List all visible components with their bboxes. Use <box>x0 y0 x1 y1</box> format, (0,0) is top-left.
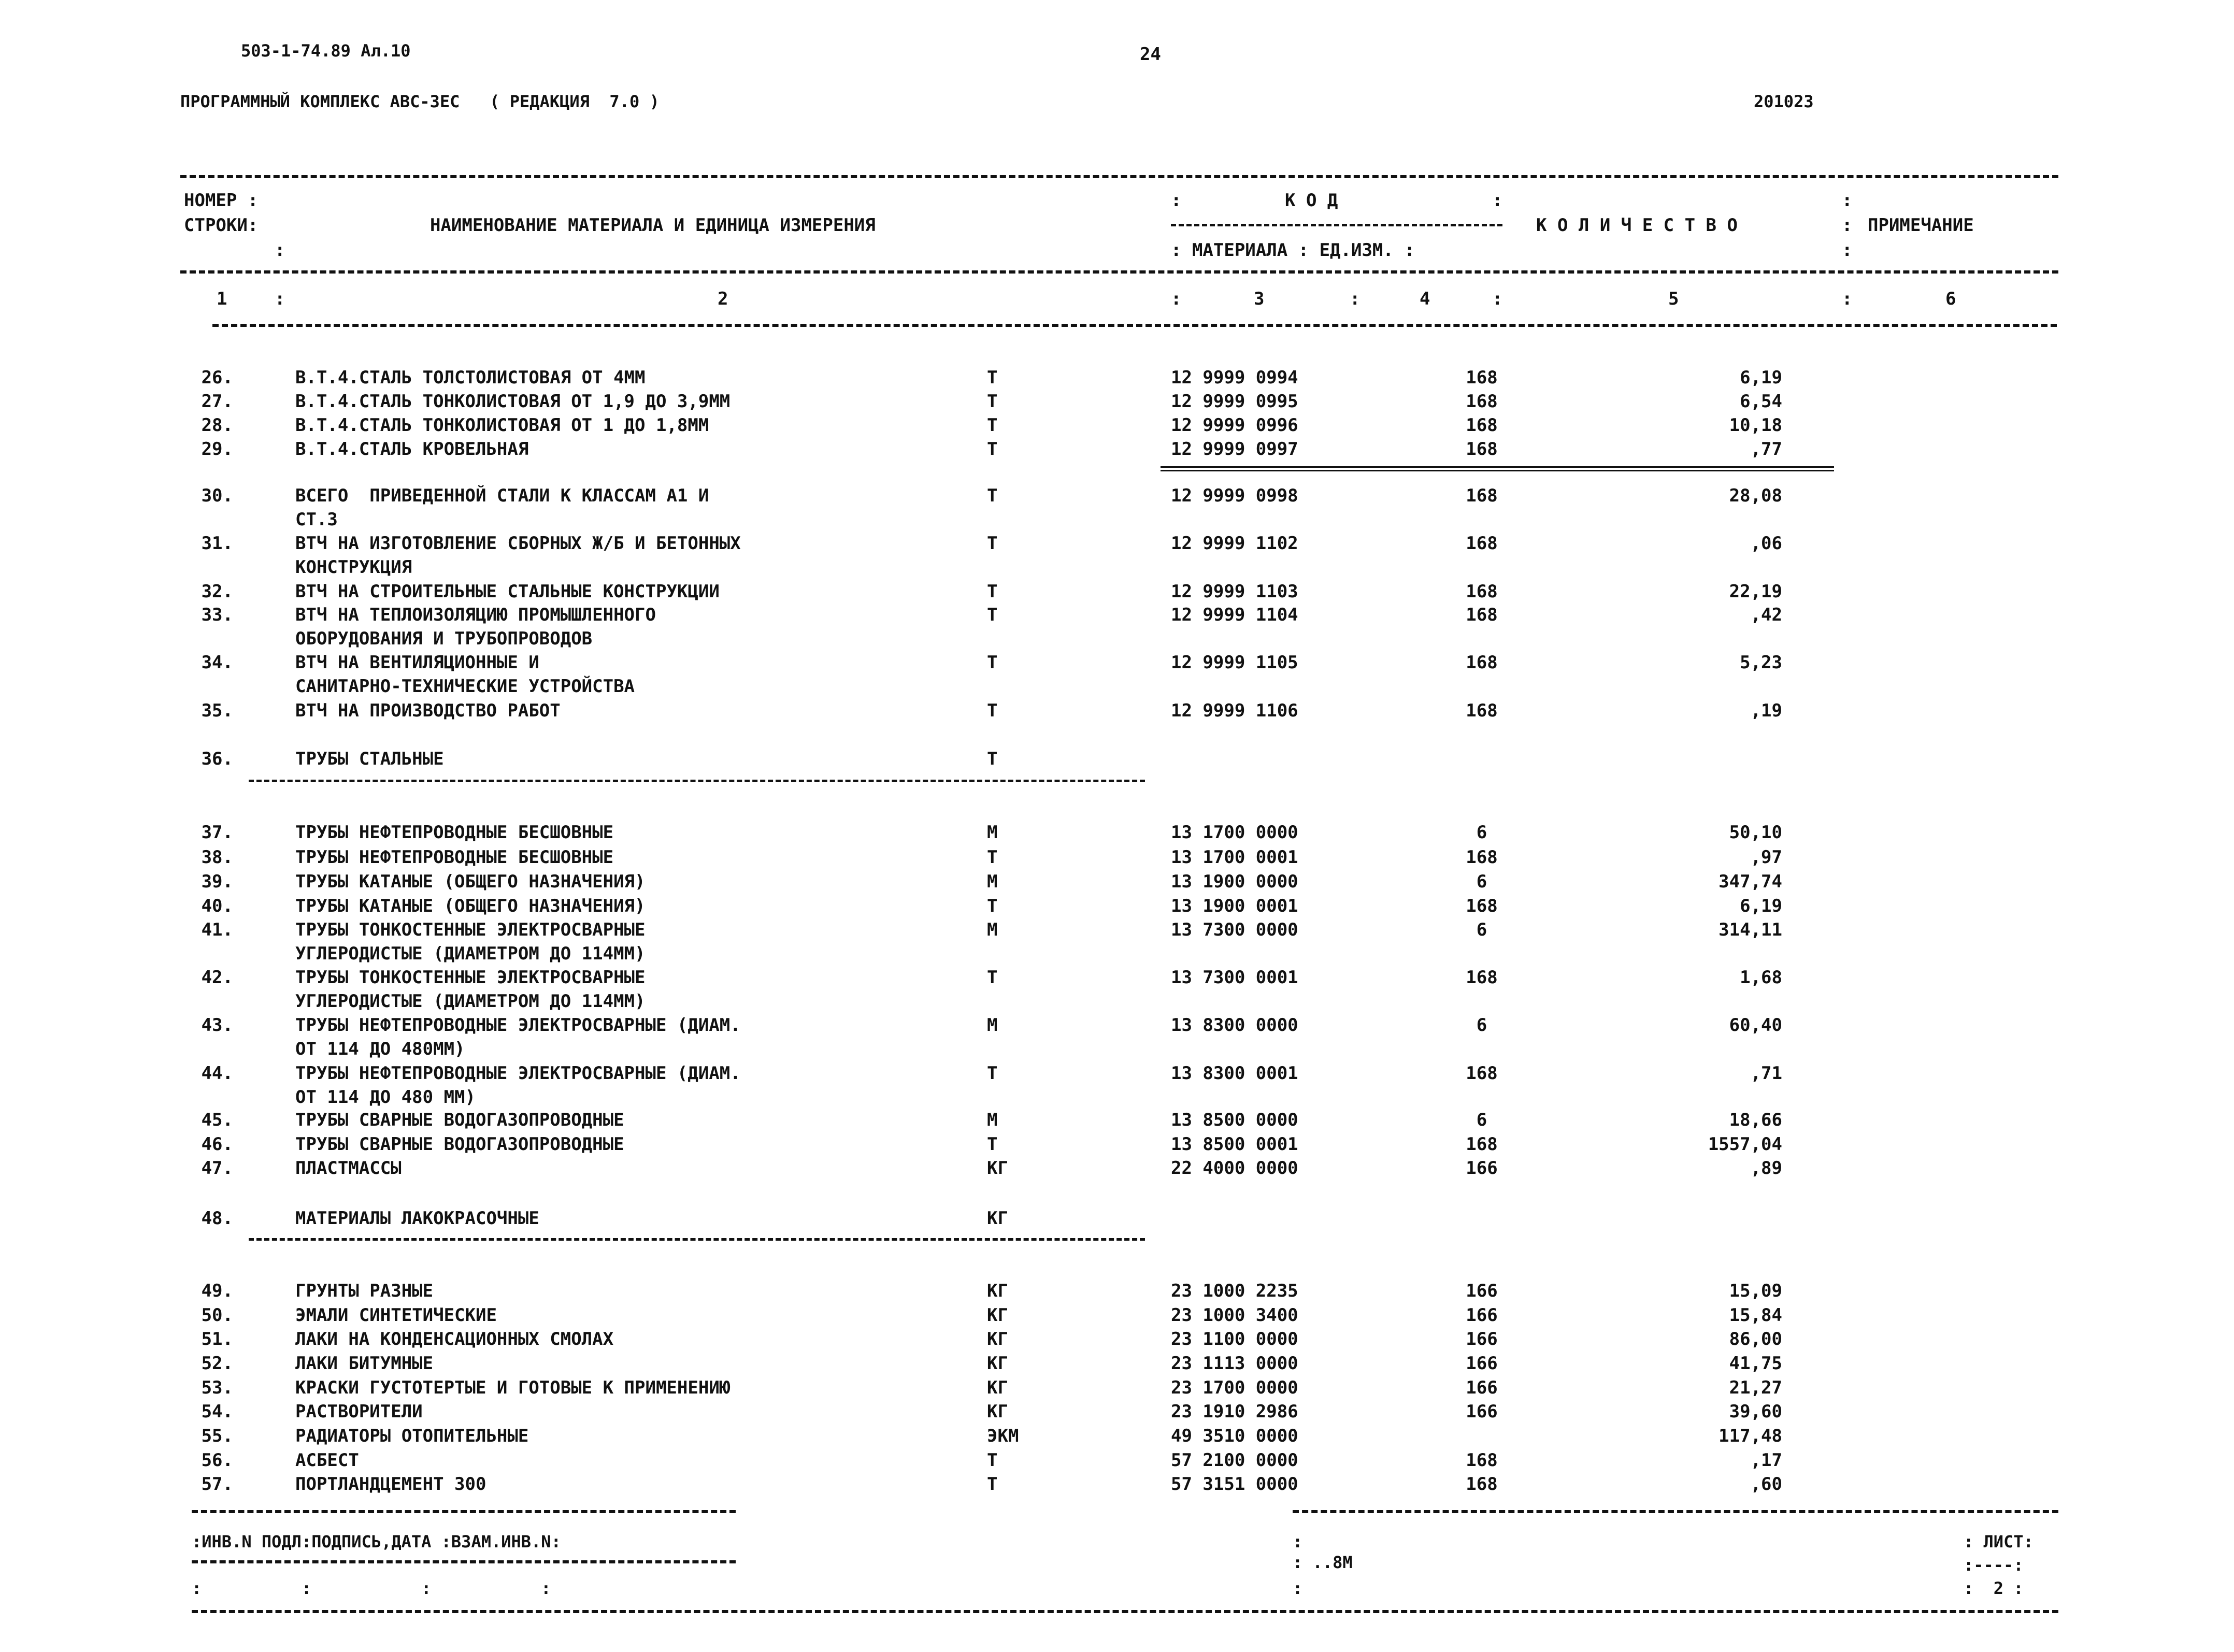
material-name: ТРУБЫ КАТАНЫЕ (ОБЩЕГО НАЗНАЧЕНИЯ) <box>295 871 646 892</box>
material-name: ПОРТЛАНДЦЕМЕНТ 300 <box>295 1474 486 1495</box>
unit-of-measure: М <box>987 1015 998 1036</box>
material-code: 12 9999 1106 <box>1171 700 1298 721</box>
unit-of-measure: М <box>987 822 998 843</box>
quantity: 18,66 <box>1729 1110 1782 1130</box>
quantity: 6,19 <box>1740 367 1782 388</box>
unit-code: 166 <box>1466 1377 1498 1398</box>
material-name: РАДИАТОРЫ ОТОПИТЕЛЬНЫЕ <box>295 1426 529 1446</box>
footer-sheet-colon-a: : <box>1293 1532 1303 1552</box>
unit-code: 168 <box>1466 1063 1498 1084</box>
material-code: 12 9999 1103 <box>1171 581 1298 602</box>
quantity: 39,60 <box>1729 1401 1782 1422</box>
unit-code: 166 <box>1466 1158 1498 1179</box>
unit-code: 168 <box>1466 485 1498 506</box>
unit-code: 166 <box>1466 1401 1498 1422</box>
material-name: ТРУБЫ НЕФТЕПРОВОДНЫЕ БЕСШОВНЫЕ <box>295 822 614 843</box>
material-name-continued: УГЛЕРОДИСТЫЕ (ДИАМЕТРОМ ДО 114ММ) <box>295 991 646 1012</box>
quantity: 347,74 <box>1719 871 1782 892</box>
quantity: ,89 <box>1750 1158 1782 1179</box>
header-note-colon-3: : <box>1842 240 1853 261</box>
footer-sheet-mark: : ..8М <box>1293 1553 1353 1572</box>
row-number: 55. <box>201 1426 233 1446</box>
unit-code: 166 <box>1466 1329 1498 1349</box>
quantity: 15,84 <box>1729 1305 1782 1326</box>
footer-rule-left-top <box>192 1510 736 1513</box>
unit-of-measure: КГ <box>987 1208 1008 1229</box>
row-number: 51. <box>201 1329 233 1349</box>
row-number: 48. <box>201 1208 233 1229</box>
unit-code: 168 <box>1466 652 1498 673</box>
material-name: ЛАКИ НА КОНДЕНСАЦИОННЫХ СМОЛАХ <box>295 1329 614 1349</box>
material-name: ЛАКИ БИТУМНЫЕ <box>295 1353 434 1374</box>
material-code: 23 1100 0000 <box>1171 1329 1298 1349</box>
unit-code: 6 <box>1476 920 1487 940</box>
total-separator <box>1161 466 1834 471</box>
material-name: ТРУБЫ СВАРНЫЕ ВОДОГАЗОПРОВОДНЫЕ <box>295 1110 624 1130</box>
quantity: ,19 <box>1750 700 1782 721</box>
quantity: 28,08 <box>1729 485 1782 506</box>
material-name: ТРУБЫ СВАРНЫЕ ВОДОГАЗОПРОВОДНЫЕ <box>295 1134 624 1155</box>
unit-code: 6 <box>1476 871 1487 892</box>
material-name: ТРУБЫ НЕФТЕПРОВОДНЫЕ БЕСШОВНЫЕ <box>295 847 614 868</box>
material-code: 57 3151 0000 <box>1171 1474 1298 1495</box>
unit-of-measure: КГ <box>987 1353 1008 1374</box>
row-number: 36. <box>201 749 233 769</box>
footer-sheet-rule: :----: <box>1964 1555 2024 1575</box>
material-code: 13 8300 0000 <box>1171 1015 1298 1036</box>
material-name-continued: УГЛЕРОДИСТЫЕ (ДИАМЕТРОМ ДО 114ММ) <box>295 943 646 964</box>
material-name: В.Т.4.СТАЛЬ КРОВЕЛЬНАЯ <box>295 439 529 459</box>
section-rule-paints <box>249 1238 1145 1241</box>
material-name: ТРУБЫ ТОНКОСТЕННЫЕ ЭЛЕКТРОСВАРНЫЕ <box>295 967 646 988</box>
unit-of-measure: Т <box>987 652 998 673</box>
unit-of-measure: Т <box>987 581 998 602</box>
unit-of-measure: Т <box>987 415 998 436</box>
row-number: 26. <box>201 367 233 388</box>
quantity: 117,48 <box>1719 1426 1782 1446</box>
row-number: 42. <box>201 967 233 988</box>
col-number-1: 1 <box>217 289 227 309</box>
unit-code: 168 <box>1466 605 1498 625</box>
row-number: 50. <box>201 1305 233 1326</box>
quantity: 6,19 <box>1740 896 1782 916</box>
unit-of-measure: Т <box>987 391 998 412</box>
material-code: 23 1000 3400 <box>1171 1305 1298 1326</box>
unit-of-measure: Т <box>987 367 998 388</box>
unit-of-measure: Т <box>987 749 998 769</box>
material-code: 13 8300 0001 <box>1171 1063 1298 1084</box>
material-code: 12 9999 0996 <box>1171 415 1298 436</box>
row-number: 53. <box>201 1377 233 1398</box>
material-code: 12 9999 1102 <box>1171 533 1298 554</box>
material-code: 13 8500 0000 <box>1171 1110 1298 1130</box>
unit-of-measure: Т <box>987 1063 998 1084</box>
header-note: ПРИМЕЧАНИЕ <box>1868 215 1974 236</box>
material-code: 49 3510 0000 <box>1171 1426 1298 1446</box>
material-code: 23 1000 2235 <box>1171 1281 1298 1301</box>
material-code: 12 9999 0994 <box>1171 367 1298 388</box>
row-number: 46. <box>201 1134 233 1155</box>
quantity: 50,10 <box>1729 822 1782 843</box>
row-number: 29. <box>201 439 233 459</box>
material-name-continued: САНИТАРНО-ТЕХНИЧЕСКИЕ УСТРОЙСТВА <box>295 676 635 697</box>
unit-of-measure: Т <box>987 896 998 916</box>
quantity: 15,09 <box>1729 1281 1782 1301</box>
unit-of-measure: М <box>987 871 998 892</box>
row-number: 44. <box>201 1063 233 1084</box>
unit-of-measure: Т <box>987 700 998 721</box>
material-code: 13 7300 0001 <box>1171 967 1298 988</box>
row-number: 43. <box>201 1015 233 1036</box>
unit-code: 168 <box>1466 391 1498 412</box>
col-number-colon-d: : <box>1492 289 1503 309</box>
col-number-colon-b: : <box>1171 289 1182 309</box>
material-name: ПЛАСТМАССЫ <box>295 1158 402 1179</box>
material-name: ГРУНТЫ РАЗНЫЕ <box>295 1281 434 1301</box>
unit-of-measure: КГ <box>987 1305 1008 1326</box>
unit-code: 168 <box>1466 700 1498 721</box>
header-note-colon: : <box>1842 190 1853 211</box>
material-code: 12 9999 0997 <box>1171 439 1298 459</box>
row-number: 33. <box>201 605 233 625</box>
material-code: 13 7300 0000 <box>1171 920 1298 940</box>
col-number-4: 4 <box>1420 289 1430 309</box>
quantity: 1,68 <box>1740 967 1782 988</box>
quantity: ,42 <box>1750 605 1782 625</box>
row-number: 38. <box>201 847 233 868</box>
unit-code: 168 <box>1466 439 1498 459</box>
header-mid-rule <box>180 270 2058 274</box>
header-row-number-a: НОМЕР : <box>184 190 259 211</box>
row-number: 45. <box>201 1110 233 1130</box>
quantity: ,17 <box>1750 1450 1782 1471</box>
material-code: 12 9999 0995 <box>1171 391 1298 412</box>
col-number-6: 6 <box>1945 289 1956 309</box>
unit-code: 168 <box>1466 1134 1498 1155</box>
row-number: 28. <box>201 415 233 436</box>
unit-of-measure: КГ <box>987 1401 1008 1422</box>
unit-of-measure: Т <box>987 605 998 625</box>
header-bottom-rule <box>212 324 2057 327</box>
col-number-3: 3 <box>1254 289 1265 309</box>
col-number-5: 5 <box>1668 289 1679 309</box>
material-code: 22 4000 0000 <box>1171 1158 1298 1179</box>
unit-of-measure: Т <box>987 1474 998 1495</box>
material-name: КРАСКИ ГУСТОТЕРТЫЕ И ГОТОВЫЕ К ПРИМЕНЕНИЮ <box>295 1377 731 1398</box>
material-name: ТРУБЫ ТОНКОСТЕННЫЕ ЭЛЕКТРОСВАРНЫЕ <box>295 920 646 940</box>
footer-stamp-labels: :ИНВ.N ПОДЛ:ПОДПИСЬ,ДАТА :ВЗАМ.ИНВ.N: <box>192 1532 561 1552</box>
header-code-right-colon: : <box>1492 190 1503 211</box>
row-number: 32. <box>201 581 233 602</box>
unit-of-measure: Т <box>987 1134 998 1155</box>
unit-of-measure: КГ <box>987 1281 1008 1301</box>
material-code: 13 1700 0000 <box>1171 822 1298 843</box>
material-name: В.Т.4.СТАЛЬ ТОЛСТОЛИСТОВАЯ ОТ 4ММ <box>295 367 646 388</box>
row-number: 56. <box>201 1450 233 1471</box>
unit-of-measure: М <box>987 1110 998 1130</box>
row-number: 31. <box>201 533 233 554</box>
unit-code: 168 <box>1466 967 1498 988</box>
row-number: 34. <box>201 652 233 673</box>
unit-code: 166 <box>1466 1353 1498 1374</box>
material-name-continued: ОБОРУДОВАНИЯ И ТРУБОПРОВОДОВ <box>295 628 593 649</box>
material-code: 12 9999 1105 <box>1171 652 1298 673</box>
unit-code: 168 <box>1466 1474 1498 1495</box>
material-name-continued: ОТ 114 ДО 480 ММ) <box>295 1087 476 1108</box>
material-code: 57 2100 0000 <box>1171 1450 1298 1471</box>
quantity: ,71 <box>1750 1063 1782 1084</box>
material-code: 13 1700 0001 <box>1171 847 1298 868</box>
row-number: 52. <box>201 1353 233 1374</box>
material-name: ВТЧ НА ВЕНТИЛЯЦИОННЫЕ И <box>295 652 539 673</box>
material-code: 13 8500 0001 <box>1171 1134 1298 1155</box>
unit-code: 6 <box>1476 1110 1487 1130</box>
row-number: 41. <box>201 920 233 940</box>
program-number: 201023 <box>1754 92 1814 111</box>
row-number: 49. <box>201 1281 233 1301</box>
unit-of-measure: Т <box>987 967 998 988</box>
unit-of-measure: Т <box>987 847 998 868</box>
material-name: ВТЧ НА ТЕПЛОИЗОЛЯЦИЮ ПРОМЫШЛЕННОГО <box>295 605 656 625</box>
quantity: 5,23 <box>1740 652 1782 673</box>
unit-of-measure: ЭКМ <box>987 1426 1019 1446</box>
material-name: АСБЕСТ <box>295 1450 359 1471</box>
quantity: 86,00 <box>1729 1329 1782 1349</box>
quantity: 1557,04 <box>1708 1134 1782 1155</box>
unit-of-measure: Т <box>987 1450 998 1471</box>
material-name-continued: ОТ 114 ДО 480ММ) <box>295 1039 465 1059</box>
row-number: 54. <box>201 1401 233 1422</box>
header-row-number-c: : <box>275 240 285 261</box>
header-row-number-b: СТРОКИ: <box>184 215 259 236</box>
header-material-name: НАИМЕНОВАНИЕ МАТЕРИАЛА И ЕДИНИЦА ИЗМЕРЕНИЯ <box>430 215 876 236</box>
quantity: ,97 <box>1750 847 1782 868</box>
material-code: 12 9999 0998 <box>1171 485 1298 506</box>
row-number: 37. <box>201 822 233 843</box>
col-number-2: 2 <box>718 289 728 309</box>
row-number: 47. <box>201 1158 233 1179</box>
material-code: 13 1900 0001 <box>1171 896 1298 916</box>
material-code: 13 1900 0000 <box>1171 871 1298 892</box>
material-name: В.Т.4.СТАЛЬ ТОНКОЛИСТОВАЯ ОТ 1,9 ДО 3,9ММ <box>295 391 731 412</box>
footer-sheet-colon-b: : <box>1293 1578 1303 1598</box>
quantity: ,60 <box>1750 1474 1782 1495</box>
unit-code: 168 <box>1466 367 1498 388</box>
unit-code: 6 <box>1476 822 1487 843</box>
header-quantity: К О Л И Ч Е С Т В О <box>1536 215 1738 236</box>
footer-sheet-label: : ЛИСТ: <box>1964 1532 2033 1552</box>
header-code-rule <box>1171 224 1502 226</box>
footer-rule-right-top <box>1293 1510 2058 1513</box>
section-rule-pipes <box>249 780 1145 782</box>
quantity: 41,75 <box>1729 1353 1782 1374</box>
quantity: 22,19 <box>1729 581 1782 602</box>
header-code-left-colon: : <box>1171 190 1182 211</box>
col-number-colon-c: : <box>1350 289 1361 309</box>
material-code: 23 1910 2986 <box>1171 1401 1298 1422</box>
col-number-colon-e: : <box>1842 289 1853 309</box>
material-name: РАСТВОРИТЕЛИ <box>295 1401 423 1422</box>
unit-of-measure: Т <box>987 439 998 459</box>
material-name: ТРУБЫ СТАЛЬНЫЕ <box>295 749 444 769</box>
quantity: 6,54 <box>1740 391 1782 412</box>
quantity: ,77 <box>1750 439 1782 459</box>
material-name: ВСЕГО ПРИВЕДЕННОЙ СТАЛИ К КЛАССАМ А1 И <box>295 485 709 506</box>
unit-code: 166 <box>1466 1305 1498 1326</box>
quantity: ,06 <box>1750 533 1782 554</box>
quantity: 21,27 <box>1729 1377 1782 1398</box>
doc-code: 503-1-74.89 Ал.10 <box>241 41 411 61</box>
unit-code: 168 <box>1466 581 1498 602</box>
footer-sheet-number: : 2 : <box>1964 1578 2024 1598</box>
quantity: 314,11 <box>1719 920 1782 940</box>
header-top-rule <box>180 175 2058 178</box>
header-note-colon-2: : <box>1842 215 1853 236</box>
unit-code: 168 <box>1466 896 1498 916</box>
material-name: ВТЧ НА СТРОИТЕЛЬНЫЕ СТАЛЬНЫЕ КОНСТРУКЦИИ <box>295 581 720 602</box>
header-code-group: К О Д <box>1285 190 1338 211</box>
material-code: 23 1113 0000 <box>1171 1353 1298 1374</box>
row-number: 30. <box>201 485 233 506</box>
unit-code: 168 <box>1466 533 1498 554</box>
header-code-sub: : МАТЕРИАЛА : ЕД.ИЗМ. : <box>1171 240 1415 261</box>
unit-code: 166 <box>1466 1281 1498 1301</box>
quantity: 10,18 <box>1729 415 1782 436</box>
material-name: МАТЕРИАЛЫ ЛАКОКРАСОЧНЫЕ <box>295 1208 539 1229</box>
page-number: 24 <box>1140 44 1161 65</box>
unit-of-measure: М <box>987 920 998 940</box>
row-number: 39. <box>201 871 233 892</box>
footer-stamp-blanks: : : : : <box>192 1578 551 1598</box>
unit-of-measure: КГ <box>987 1158 1008 1179</box>
material-name: ЭМАЛИ СИНТЕТИЧЕСКИЕ <box>295 1305 497 1326</box>
quantity: 60,40 <box>1729 1015 1782 1036</box>
material-name: ВТЧ НА ИЗГОТОВЛЕНИЕ СБОРНЫХ Ж/Б И БЕТОННЫХ <box>295 533 741 554</box>
col-number-colon-a: : <box>275 289 285 309</box>
material-name: ТРУБЫ НЕФТЕПРОВОДНЫЕ ЭЛЕКТРОСВАРНЫЕ (ДИАМ. <box>295 1015 741 1036</box>
unit-of-measure: Т <box>987 485 998 506</box>
unit-code: 168 <box>1466 1450 1498 1471</box>
footer-rule-bottom <box>192 1610 2058 1613</box>
unit-of-measure: КГ <box>987 1329 1008 1349</box>
unit-of-measure: КГ <box>987 1377 1008 1398</box>
material-name: ТРУБЫ НЕФТЕПРОВОДНЫЕ ЭЛЕКТРОСВАРНЫЕ (ДИАМ. <box>295 1063 741 1084</box>
material-code: 12 9999 1104 <box>1171 605 1298 625</box>
material-code: 23 1700 0000 <box>1171 1377 1298 1398</box>
material-name: В.Т.4.СТАЛЬ ТОНКОЛИСТОВАЯ ОТ 1 ДО 1,8ММ <box>295 415 709 436</box>
material-name: ТРУБЫ КАТАНЫЕ (ОБЩЕГО НАЗНАЧЕНИЯ) <box>295 896 646 916</box>
footer-rule-left-mid <box>192 1560 736 1563</box>
row-number: 40. <box>201 896 233 916</box>
row-number: 27. <box>201 391 233 412</box>
unit-code: 168 <box>1466 415 1498 436</box>
unit-code: 6 <box>1476 1015 1487 1036</box>
material-name-continued: СТ.3 <box>295 509 338 530</box>
row-number: 35. <box>201 700 233 721</box>
unit-of-measure: Т <box>987 533 998 554</box>
material-name: ВТЧ НА ПРОИЗВОДСТВО РАБОТ <box>295 700 561 721</box>
row-number: 57. <box>201 1474 233 1495</box>
unit-code: 168 <box>1466 847 1498 868</box>
material-name-continued: КОНСТРУКЦИЯ <box>295 557 412 578</box>
program-title: ПРОГРАММНЫЙ КОМПЛЕКС АВС-3ЕС ( РЕДАКЦИЯ 7.0 ) <box>180 92 660 111</box>
